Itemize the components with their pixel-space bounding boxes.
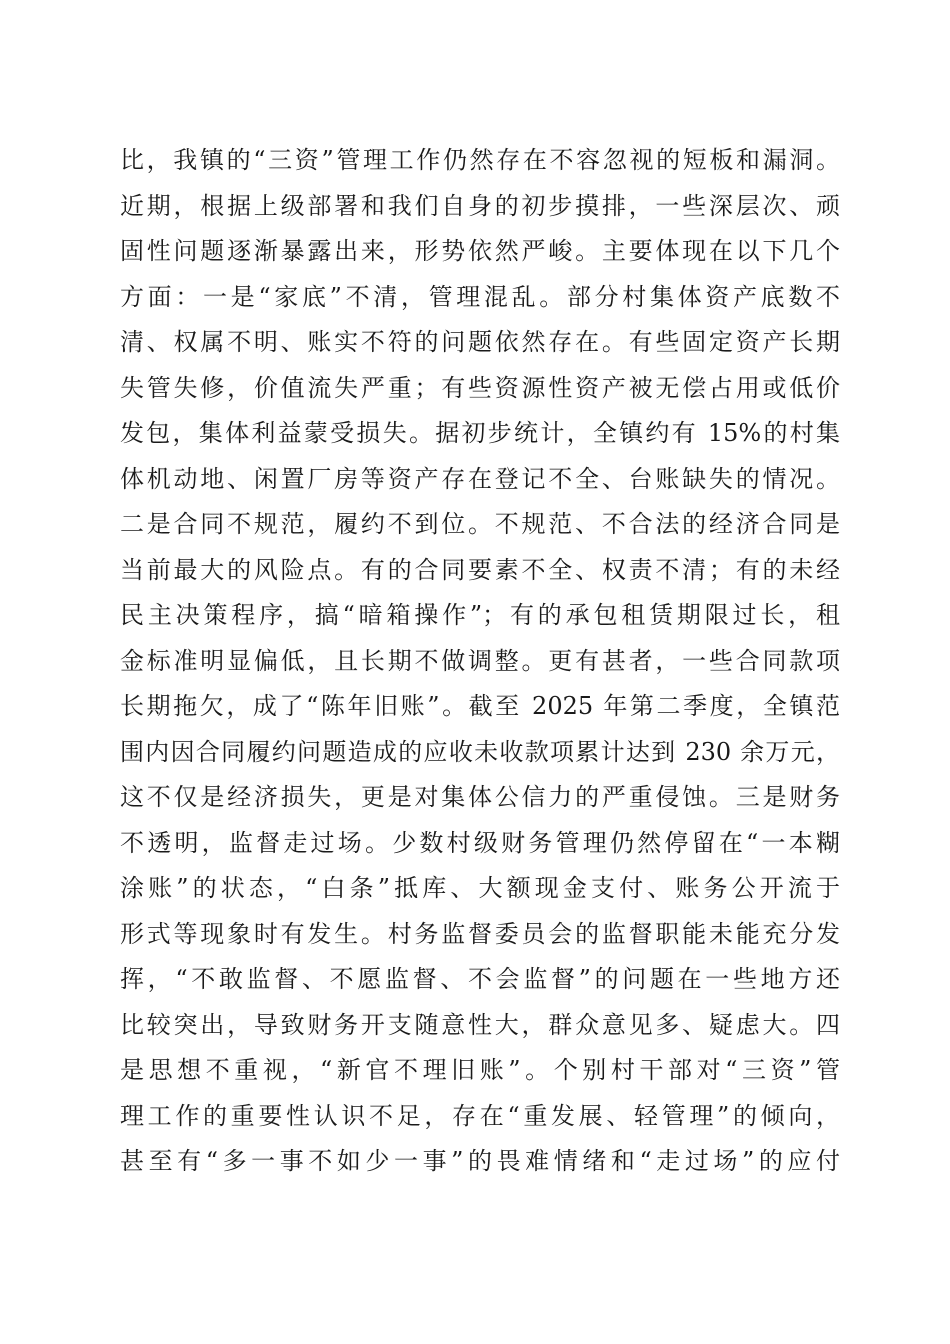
text-line: 二是合同不规范，履约不到位。不规范、不合法的经济合同是 xyxy=(120,510,840,538)
text-line: 是思想不重视，“新官不理旧账”。个别村干部对“三资”管 xyxy=(120,1056,840,1084)
text-line: 发包，集体利益蒙受损失。据初步统计，全镇约有 15%的村集 xyxy=(120,419,840,447)
text-line: 失管失修，价值流失严重；有些资源性资产被无偿占用或低价 xyxy=(120,373,840,402)
text-line: 比较突出，导致财务开支随意性大，群众意见多、疑虑大。四 xyxy=(120,1010,840,1039)
text-line: 民主决策程序，搞“暗箱操作”；有的承包租赁期限过长，租 xyxy=(120,601,840,629)
text-line: 围内因合同履约问题造成的应收未收款项累计达到 230 余万元， xyxy=(120,737,840,766)
text-line: 体机动地、闲置厂房等资产存在登记不全、台账缺失的情况。 xyxy=(120,464,840,493)
text-line: 理工作的重要性认识不足，存在“重发展、轻管理”的倾向， xyxy=(120,1101,840,1130)
text-line: 挥，“不敢监督、不愿监督、不会监督”的问题在一些地方还 xyxy=(120,965,840,993)
text-line: 长期拖欠，成了“陈年旧账”。截至 2025 年第二季度，全镇范 xyxy=(120,692,840,720)
text-line: 固性问题逐渐暴露出来，形势依然严峻。主要体现在以下几个 xyxy=(120,237,840,265)
text-line: 方面：一是“家底”不清，管理混乱。部分村集体资产底数不 xyxy=(120,282,840,311)
text-line: 比，我镇的“三资”管理工作仍然存在不容忽视的短板和漏洞。 xyxy=(120,146,840,174)
text-line: 这不仅是经济损失，更是对集体公信力的严重侵蚀。三是财务 xyxy=(120,783,840,811)
text-line: 清、权属不明、账实不符的问题依然存在。有些固定资产长期 xyxy=(120,328,840,356)
text-line: 形式等现象时有发生。村务监督委员会的监督职能未能充分发 xyxy=(120,919,840,948)
text-line: 金标准明显偏低，且长期不做调整。更有甚者，一些合同款项 xyxy=(120,646,840,675)
text-line: 涂账”的状态，“白条”抵库、大额现金支付、账务公开流于 xyxy=(120,874,840,902)
body-paragraph xyxy=(120,138,840,1185)
text-line: 当前最大的风险点。有的合同要素不全、权责不清；有的未经 xyxy=(120,555,840,584)
text-line: 不透明，监督走过场。少数村级财务管理仍然停留在“一本糊 xyxy=(120,828,840,857)
text-line: 甚至有“多一事不如少一事”的畏难情绪和“走过场”的应付 xyxy=(120,1147,840,1175)
text-line: 近期，根据上级部署和我们自身的初步摸排，一些深层次、顽 xyxy=(120,191,840,220)
